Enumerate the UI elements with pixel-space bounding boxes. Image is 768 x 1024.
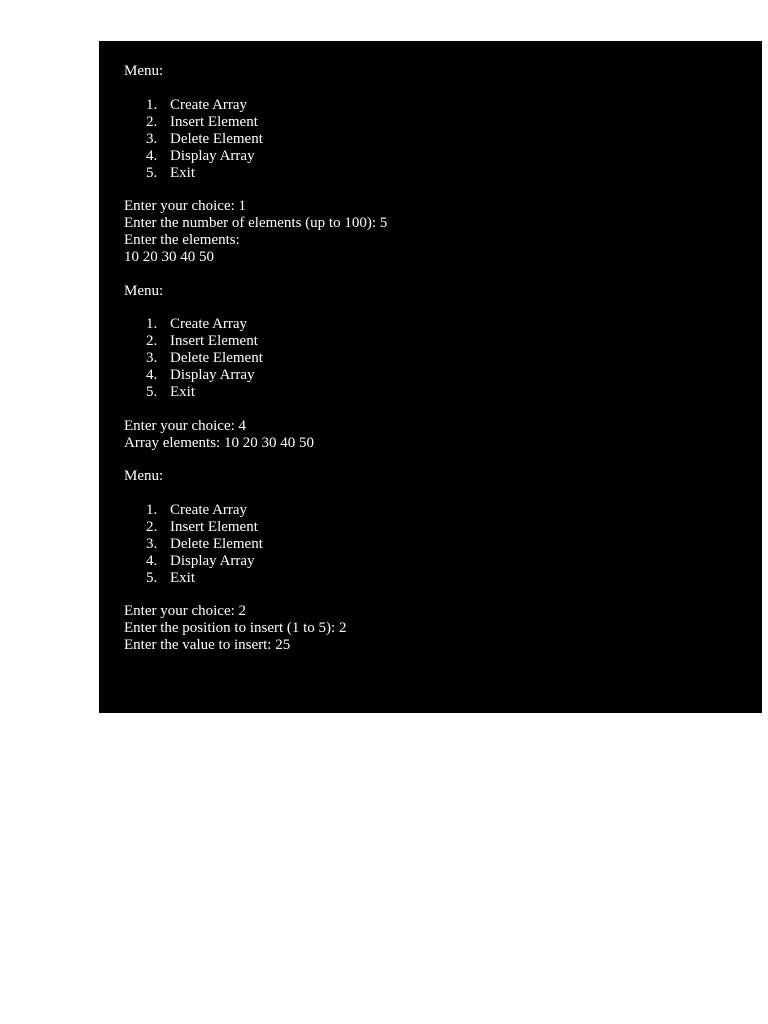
menu-item: 4. Display Array (146, 147, 255, 164)
menu-item: 2. Insert Element (146, 518, 258, 535)
menu-item: 3. Delete Element (146, 535, 263, 552)
menu-item: 4. Display Array (146, 367, 255, 383)
output-line: Enter the number of elements (up to 100): 5 (124, 215, 388, 231)
menu-label: Menu: (124, 468, 164, 484)
menu-item: 5. Exit (146, 384, 195, 400)
menu-item: 2. Insert Element (146, 333, 258, 349)
menu-item: 1. Create Array (146, 96, 248, 113)
output-line: Enter your choice: 4 (124, 417, 247, 434)
menu-item: 3. Delete Element (146, 130, 263, 147)
terminal-output (99, 41, 762, 713)
menu-item: 1. Create Array (146, 316, 248, 332)
menu-item: 2. Insert Element (146, 113, 258, 130)
menu-label: Menu: (124, 282, 164, 299)
menu-list (124, 97, 762, 182)
output-line: Enter the value to insert: 25 (124, 637, 291, 653)
output-line: 10 20 30 40 50 (124, 249, 214, 265)
output-line: Enter your choice: 2 (124, 603, 247, 619)
menu-item: 5. Exit (146, 164, 195, 181)
menu-item: 1. Create Array (146, 501, 248, 518)
menu-list (124, 502, 762, 587)
menu-item: 5. Exit (146, 569, 195, 586)
output-line: Enter the position to insert (1 to 5): 2 (124, 620, 347, 636)
menu-item: 3. Delete Element (146, 350, 263, 366)
output-line: Enter your choice: 1 (124, 198, 247, 214)
output-line: Array elements: 10 20 30 40 50 (124, 434, 314, 451)
menu-item: 4. Display Array (146, 552, 255, 569)
output-line: Enter the elements: (124, 232, 240, 248)
menu-label: Menu: (124, 63, 164, 79)
menu-list (124, 316, 762, 401)
